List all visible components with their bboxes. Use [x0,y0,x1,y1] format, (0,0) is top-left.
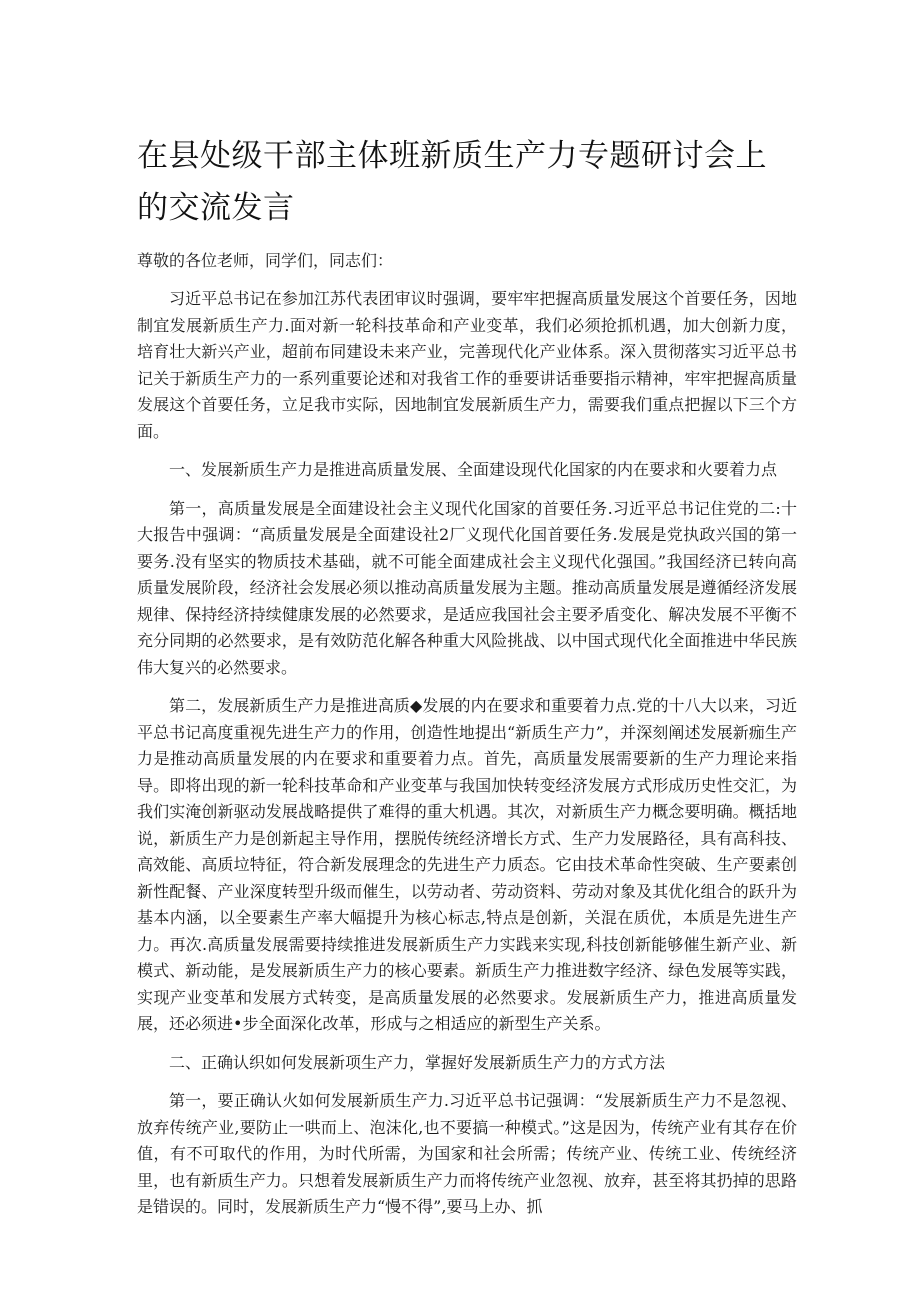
section-heading-one: 一、发展新质生产力是推进高质量发展、全面建设现代化国家的内在要求和火要着力点 [169,460,778,479]
paragraph-first-point: 第一，高质量发展是全面建设社会主义现代化国家的首要任务.习近平总书记住党的二:十大报告中强调：“高质量发展是全面建设社2厂义现代化国首要任务.发展是党执政兴国的第一要务.没有坚实的物质技术基础，就不可能全面建成社会主义现代化强国。”我国经济已转向高质量发展阶段，经济社会发展必须以推动高质量发展为主题。推动高质量发展是遵循经济发展规律、保持经济持续健康发展的必然要求，是适应我国社会主要矛盾变化、解决发展不平衡不充分同期的必然要求，是有效防范化解各种重大风险挑战、以中国式现代化全面推进中华民族伟大复兴的必然要求。 [137,498,797,677]
paragraph-intro: 习近平总书记在参加江苏代表团审议时强调，要牢牢把握高质量发展这个首要任务，因地制宜发展新质生产力.面对新一轮科技革命和产业变革，我们必须抢抓机遇，加大创新力度，培育壮大新兴产业，超前布同建设未来产业，完善现代化产业体系。深入贯彻落实习近平总书记关于新质生产力的一系列重要论述和对我省工作的垂要讲话垂要指示精神，牢牢把握高质量发展这个首要任务，立足我市实际，因地制宜发展新质生产力，需要我们重点把握以下三个方面。 [137,289,797,441]
document-title: 在县处级干部主体班新质生产力专题研讨会上的交流发言 [137,138,767,226]
paragraph-section-two-first: 第一，要正确认火如何发展新质生产力.习近平总书记强调：“发展新质生产力不是忽视、放弃传统产业,要防止一哄而上、泡沫化,也不要搞一种模式。”这是因为，传统产业有其存在价值，有不可取代的作用，为时代所需，为国家和社会所需；传统产业、传统工业、传统经济里，也有新质生产力。只想着发展新质生产力而将传统产业忽视、放弃，甚至将其扔掉的思路是错误的。同时，发展新质生产力“慢不得”,要马上办、抓 [137,1091,797,1216]
paragraph-second-point: 第二，发展新质生产力是推进高质◆发展的内在要求和重要着力点.党的十八大以来，习近平总书记高度重视先进生产力的作用，创造性地提出“新质生产力”，并深刻阐述发展新痂生产力是推动高质量发展的内在要求和重要着力点。首先，高质量发展需要新的生产力理论来指导。即将出现的新一轮科技革命和产业变革与我国加快转变经济发展方式形成历史性交汇，为我们实淹创新驱动发展战略提供了难得的重大机遇。其次，对新质生产力概念要明确。概括地说，新质生产力是创新起主导作用，摆脱传统经济增长方式、生产力发展路径，具有高科技、高效能、高质垃特征，符合新发展理念的先进生产力质态。它由技术革命性突破、生产要素创新性配餐、产业深度转型升级而催生，以劳动者、劳动资料、劳动对象及其优化组合的跃升为基本内涵，以全要素生产率大幅提升为核心标志,特点是创新，关混在质优，本质是先进生产力。再次.高质量发展需要持续推进发展新质生产力实践来实现,科技创新能够催生新产业、新模式、新动能，是发展新质生产力的核心要素。新质生产力推进数字经济、绿色发展等实践，实现产业变革和发展方式转变，是高质量发展的必然要求。发展新质生产力，推进高质量发展，还必须进•步全面深化改革，形成与之相适应的新型生产关系。 [137,696,797,1033]
section-heading-two: 二、正确认织如何发展新项生产力，掌握好发展新质生产力的方式方法 [169,1052,666,1072]
salutation: 尊敬的各位老师，同学们，同志们： [137,251,394,270]
document-page [137,130,797,1221]
